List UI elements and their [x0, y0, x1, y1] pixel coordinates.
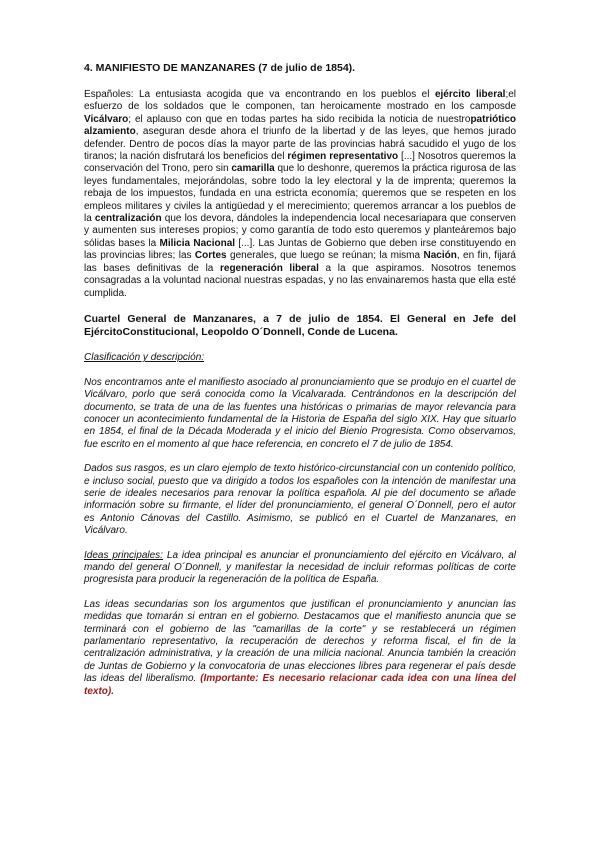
text-segment: que lo deshonre, queremos la práctica rigurosa de las leyes fundamentales, mejorándolas, sobre todo la ley electoral y la de imprenta; queremos la rebaja de los impuestos, fundada en una estricta economía; queremos que se respeten en los empleos militares y civiles la antigüedad y el merecimiento; queremos arrancar a los pueblos de la	[84, 163, 516, 225]
keyword-bold: centralización	[94, 213, 162, 225]
text-segment: , en fin, fijará las bases definitivas de la	[84, 250, 516, 274]
keyword-bold: patriótico alzamiento	[84, 113, 516, 138]
text-segment: a la que aspiramos. Nosotros tenemos consagradas a la voluntad nacional nuestras espadas, y no las envainaremos hasta que ella esté cumplida.	[84, 262, 516, 299]
classification-paragraph-1: Nos encontramos ante el manifiesto asociado al pronunciamiento que se produjo en el cuartel de Vicálvaro, porlo que será conocida como la Vicalvarada. Centrándonos en la descripción del documento, se trata de una de las fuentes una históricas o primarias de mayor relevancia para conocer un acontecimiento fundamental de la Historia de España del siglo XIX. Hay que situarlo en 1854, el final de la Década Moderada y el inicio del Bienio Progresista. Como observamos, fue escrito en el momento al que hace referencia, en concreto el 7 de julio de 1854.	[84, 376, 516, 450]
keyword-bold: ejército liberal	[434, 89, 506, 100]
document-heading: 4. MANIFIESTO DE MANZANARES (7 de julio de 1854).	[84, 62, 356, 74]
classification-heading: Clasificación y descripción:	[84, 352, 205, 364]
signature-paragraph: Cuartel General de Manzanares, a 7 de julio de 1854. El General en Jefe del EjércitoConstitucional, Leopoldo O´Donnell, Conde de Lucena.	[84, 312, 516, 339]
secondary-ideas-text: Las ideas secundarias son los argumentos que justifican el pronunciamiento y anuncian las medidas que tomarán si entran en el gobierno. Destacamos que el manifiesto anuncia que se terminará con el gobierno de las "camarillas de la corte" y se restablecerá un régimen parlamentario representativo, la recuperación de derechos y reforma fiscal, el fin de la centralización administrativa, y la creación de una milicia nacional. Anuncia también la creación de Juntas de Gobierno y la convocatoria de unas elecciones libres para regenerar el país desde las ideas del liberalismo.	[84, 598, 516, 685]
text-segment: ;el esfuerzo de los soldados que le componen, tan heroicamente mostrado en los camposde	[84, 89, 516, 113]
keyword-bold: régimen representativo	[287, 151, 399, 163]
text-segment: , aseguran desde ahora el triunfo de la libertad y de las leyes, que hemos jurado defender. Dentro de pocos días la mayor parte de las provincias habrá sacudido el yugo de los tiranos; la nación disfrutará los beneficios del	[84, 126, 516, 163]
text-segment: Españoles: La entusiasta acogida que va encontrando en los pueblos el	[84, 89, 435, 100]
keyword-bold: camarilla	[231, 163, 275, 175]
secondary-ideas-paragraph	[84, 599, 516, 698]
keyword-bold: regeneración liberal	[220, 262, 319, 274]
main-ideas-text: La idea principal es anunciar el pronunciamiento del ejército en Vicálvaro, al mando del general O´Donnell, y manifestar la necesidad de incluir reformas políticas de corte progresista para producir la regeneración de la política de España.	[84, 549, 517, 586]
main-ideas-paragraph	[84, 550, 516, 587]
keyword-bold: Vicálvaro	[84, 113, 129, 125]
text-segment: que los devora, dándoles la independencia local necesariapara que conserven y aumenten sus intereses propios; y como garantía de todo esto queremos y planteáremos bajo sólidas bases la	[84, 213, 516, 249]
manifesto-text	[84, 89, 516, 300]
text-segment: generales, que luego se reúnan; la misma	[226, 250, 424, 262]
keyword-bold: Nación	[423, 250, 457, 262]
document-page	[84, 62, 516, 710]
keyword-bold: Milicia Nacional	[159, 237, 236, 249]
main-ideas-label: Ideas principales:	[84, 549, 163, 561]
important-note: (Importante: Es necesario relacionar cada idea con una línea del texto).	[84, 673, 516, 697]
text-segment: [...]. Las Juntas de Gobierno que deben irse constituyendo en las provincias libres; las	[84, 237, 516, 262]
classification-paragraph-2: Dados sus rasgos, es un claro ejemplo de texto histórico-circunstancial con un contenido político, e incluso social, puesto que va dirigido a todos los españoles con la intención de manifestar una serie de ideales necesarios para renovar la política española. Al pie del documento se añade información sobre su firmante, el líder del pronunciamiento, el general O´Donnell, pero el autor es Antonio Cánovas del Castillo. Asimismo, se publicó en el Cuartel de Manzanares, en Vicálvaro.	[84, 463, 516, 537]
keyword-bold: Cortes	[194, 250, 227, 262]
text-segment: ; el aplauso con que en todas partes ha sido recibida la noticia de nuestro	[128, 113, 471, 125]
text-segment: [...] Nosotros queremos la conservación del Trono, pero sin	[84, 151, 516, 175]
